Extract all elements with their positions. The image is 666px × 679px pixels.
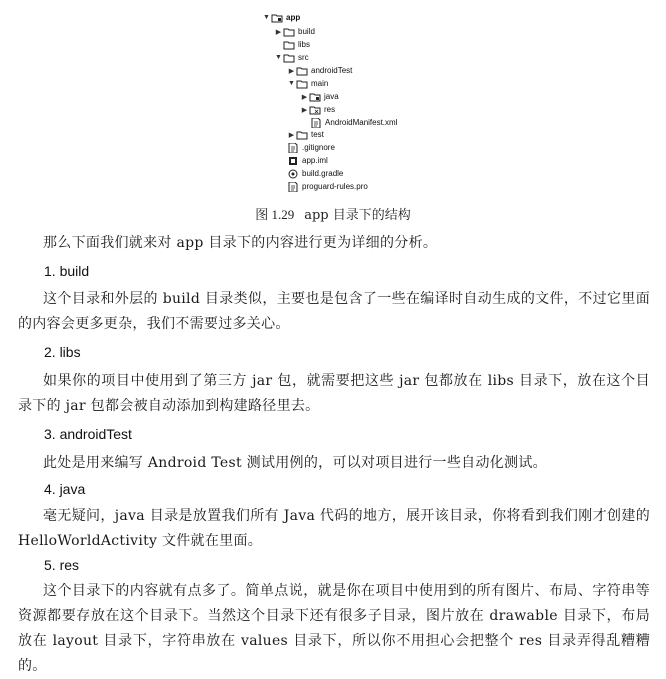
- folder-icon: [283, 27, 295, 37]
- tree-item-manifest[interactable]: AndroidManifest.xml: [310, 116, 397, 129]
- project-tree: [0, 0, 666, 196]
- folder-icon: [296, 130, 308, 140]
- section-body: 这个目录和外层的 build 目录类似，主要也是包含了一些在编译时自动生成的文件，不过它里面的内容会更多更杂，我们不需要过多关心。: [18, 291, 650, 332]
- collapsed-arrow-icon[interactable]: ▶: [301, 93, 308, 101]
- gradle-file-icon: [287, 169, 299, 179]
- folder-icon: [296, 79, 308, 89]
- iml-file-icon: [287, 156, 299, 166]
- section-body: 这个目录下的内容就有点多了。简单点说，就是你在项目中使用到的所有图片、布局、字符串等资源都要存放在这个目录下。当然这个目录下还有很多子目录，图片放在 drawable 目录下，布局放在 layout 目录下，字符串放在 values 目录下，所以你不用担心会把整个 res 目录弄得乱糟糟的。: [18, 583, 650, 674]
- text-file-icon: [287, 143, 299, 153]
- collapsed-arrow-icon[interactable]: ▶: [288, 67, 295, 75]
- collapsed-arrow-icon[interactable]: ▶: [288, 131, 295, 139]
- tree-item-iml[interactable]: app.iml: [287, 154, 328, 167]
- figure-number: 图 1.29: [255, 207, 295, 222]
- expanded-arrow-icon[interactable]: ▼: [263, 14, 270, 21]
- tree-item-main[interactable]: ▼ main: [288, 79, 329, 88]
- resource-folder-icon: [309, 105, 321, 115]
- text-file-icon: [287, 182, 299, 192]
- tree-item-build-gradle[interactable]: build.gradle: [287, 167, 343, 180]
- tree-item-build[interactable]: ▶ build: [275, 27, 315, 36]
- intro-paragraph: 那么下面我们就来对 app 目录下的内容进行更为详细的分析。: [43, 235, 438, 251]
- section-heading: 3. androidTest: [44, 426, 132, 442]
- section-body: 如果你的项目中使用到了第三方 jar 包，就需要把这些 jar 包都放在 libs 目录下，放在这个目录下的 jar 包都会被自动添加到构建路径里去。: [18, 373, 650, 414]
- tree-item-app[interactable]: ▼ app: [263, 13, 301, 22]
- tree-item-proguard[interactable]: proguard-rules.pro: [287, 180, 368, 193]
- folder-icon: [283, 53, 295, 63]
- folder-icon: [296, 66, 308, 76]
- section-body: 毫无疑问，java 目录是放置我们所有 Java 代码的地方，展开该目录，你将看到我们刚才创建的 HelloWorldActivity 文件就在里面。: [18, 508, 650, 549]
- tree-item-src[interactable]: ▼ src: [275, 53, 309, 62]
- tree-item-libs[interactable]: libs: [283, 38, 310, 51]
- tree-item-res[interactable]: ▶ res: [301, 105, 336, 114]
- section-heading: 5. res: [44, 557, 80, 573]
- section-body: 此处是用来编写 Android Test 测试用例的，可以对项目进行一些自动化测试。: [43, 455, 547, 471]
- tree-item-gitignore[interactable]: .gitignore: [287, 141, 335, 154]
- module-folder-icon: [271, 13, 283, 23]
- collapsed-arrow-icon[interactable]: ▶: [301, 106, 308, 114]
- expanded-arrow-icon[interactable]: ▼: [275, 54, 282, 61]
- manifest-file-icon: [310, 118, 322, 128]
- figure-caption: [0, 204, 666, 223]
- tree-item-java[interactable]: ▶ java: [301, 92, 339, 101]
- tree-item-test[interactable]: ▶ test: [288, 130, 324, 139]
- tree-item-androidtest[interactable]: ▶ androidTest: [288, 66, 353, 75]
- section-heading: 4. java: [44, 481, 86, 497]
- section-heading: 1. build: [44, 263, 90, 279]
- collapsed-arrow-icon[interactable]: ▶: [275, 28, 282, 36]
- expanded-arrow-icon[interactable]: ▼: [288, 80, 295, 87]
- folder-icon: [283, 40, 295, 50]
- section-heading: 2. libs: [44, 344, 81, 360]
- source-folder-icon: [309, 92, 321, 102]
- figure-title: app 目录下的结构: [304, 208, 411, 223]
